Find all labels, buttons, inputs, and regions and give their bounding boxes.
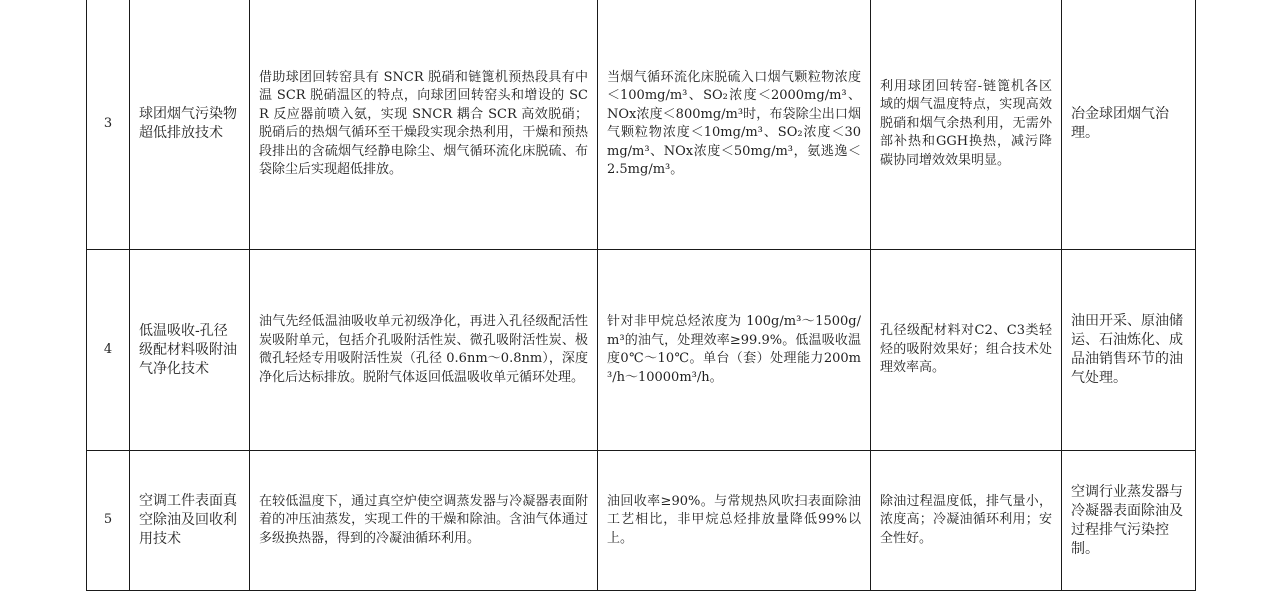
- technology-principle: 借助球团回转窑具有 SNCR 脱硝和链篦机预热段具有中温 SCR 脱硝温区的特点，向球团回转窑头和增设的 SCR 反应器前喷入氨，实现 SNCR 耦合 SCR 高效脱硝；脱硝后的热烟气循环至干燥段实现余热利用，干燥和预热段排出的含硫烟气经静电除尘、烟气循环流化床脱硫、布袋除尘后实现超低排放。: [250, 0, 598, 250]
- technology-name: 低温吸收-孔径级配材料吸附油气净化技术: [130, 250, 250, 451]
- table-row: [87, 250, 1196, 451]
- technology-principle: 在较低温度下，通过真空炉使空调蒸发器与冷凝器表面附着的冲压油蒸发，实现工件的干燥和除油。含油气体通过多级换热器，得到的冷凝油循环利用。: [250, 451, 598, 591]
- row-number: 5: [87, 451, 130, 591]
- technology-features: 利用球团回转窑-链篦机各区域的烟气温度特点，实现高效脱硝和烟气余热利用，无需外部补热和GGH换热，减污降碳协同增效效果明显。: [871, 0, 1062, 250]
- technology-indicators: 针对非甲烷总烃浓度为 100g/m³～1500g/m³的油气，处理效率≥99.9%。低温吸收温度0℃～10℃。单台（套）处理能力200m³/h～10000m³/h。: [598, 250, 871, 451]
- technology-indicators: 当烟气循环流化床脱硫入口烟气颗粒物浓度＜100mg/m³、SO₂浓度＜2000mg/m³、NOx浓度＜800mg/m³时，布袋除尘出口烟气颗粒物浓度＜10mg/m³、SO₂浓度＜30mg/m³、NOx浓度＜50mg/m³，氨逃逸＜2.5mg/m³。: [598, 0, 871, 250]
- technology-name: 空调工件表面真空除油及回收利用技术: [130, 451, 250, 591]
- technology-indicators: 油回收率≥90%。与常规热风吹扫表面除油工艺相比，非甲烷总烃排放量降低99%以上。: [598, 451, 871, 591]
- table-row: [87, 451, 1196, 591]
- application-scope: 空调行业蒸发器与冷凝器表面除油及过程排气污染控制。: [1062, 451, 1196, 591]
- technology-features: 除油过程温度低，排气量小，浓度高；冷凝油循环利用；安全性好。: [871, 451, 1062, 591]
- technology-table: [86, 0, 1196, 591]
- table-row: [87, 0, 1196, 250]
- row-number: 4: [87, 250, 130, 451]
- row-number: 3: [87, 0, 130, 250]
- technology-features: 孔径级配材料对C2、C3类轻烃的吸附效果好；组合技术处理效率高。: [871, 250, 1062, 451]
- technology-principle: 油气先经低温油吸收单元初级净化，再进入孔径级配活性炭吸附单元，包括介孔吸附活性炭、微孔吸附活性炭、极微孔轻烃专用吸附活性炭（孔径 0.6nm～0.8nm），深度净化后达标排放。脱附气体返回低温吸收单元循环处理。: [250, 250, 598, 451]
- application-scope: 油田开采、原油储运、石油炼化、成品油销售环节的油气处理。: [1062, 250, 1196, 451]
- application-scope: 冶金球团烟气治理。: [1062, 0, 1196, 250]
- technology-name: 球团烟气污染物超低排放技术: [130, 0, 250, 250]
